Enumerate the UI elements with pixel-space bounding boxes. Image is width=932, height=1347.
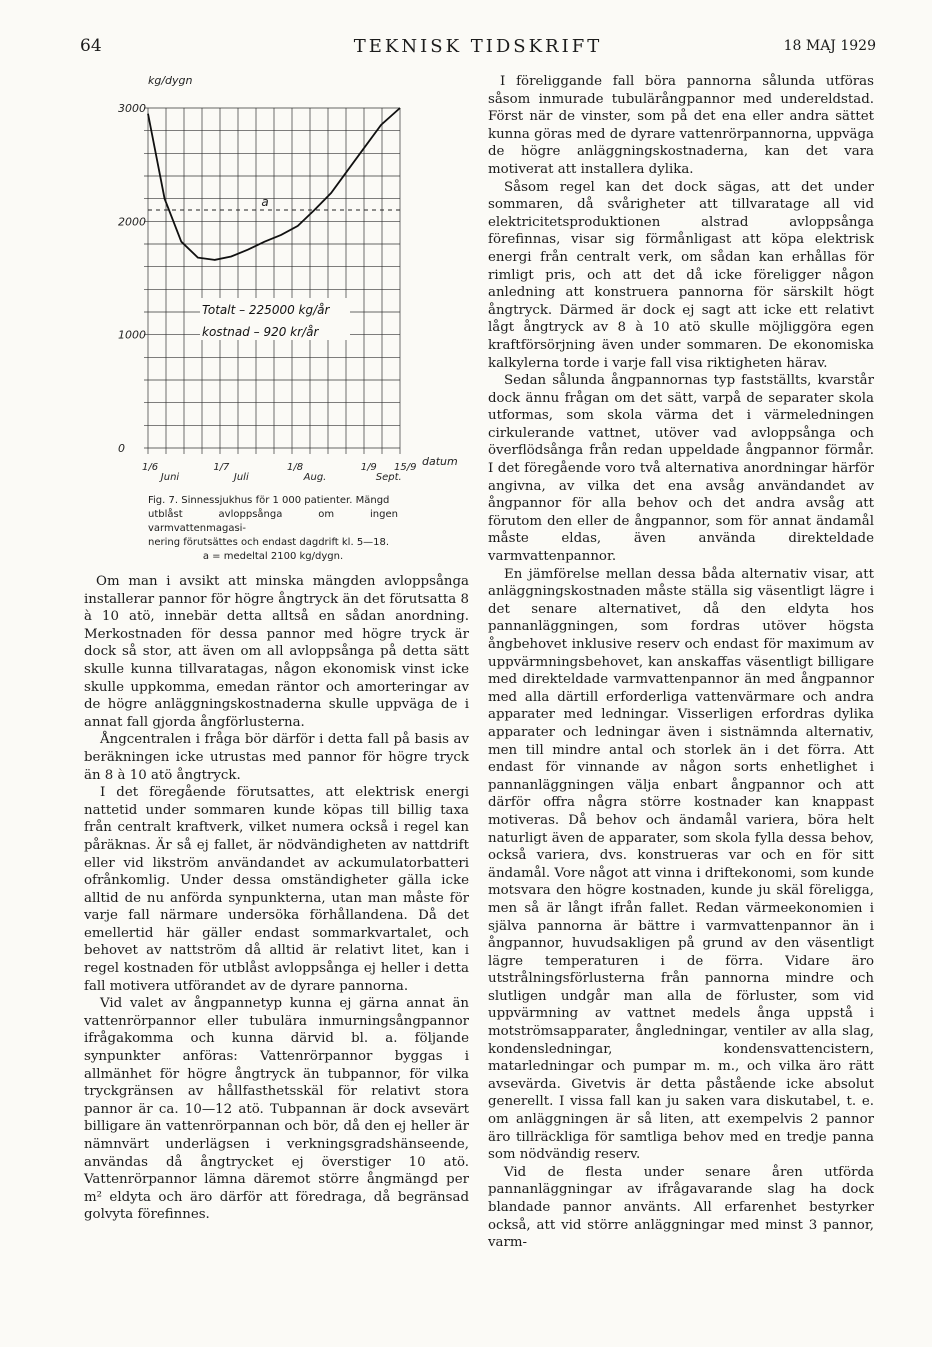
x-tick-labels <box>142 462 416 483</box>
caption-line: Fig. 7. Sinnessjukhus för 1 000 patienter. Mängd <box>148 495 390 506</box>
y-tick-labels <box>118 102 146 455</box>
paragraph: Såsom regel kan det dock sägas, att det under sommaren, då svårigheter att tillvaratage all vid elektricitetsproduktionen alstrad avloppsånga förefinnas, visar sig förmånligast att köpa elektrisk energi från centralt verk, om sådan kan erhållas för rimligt pris, och att det då icke föreligger någon anledning att konstruera pannorna för särskilt högt ångtryck. Därmed är dock ej sagt att icke ett relativt lågt ångtryck av 8 à 10 atö skulle möjliggöra egen kraftförsörjning även under sommaren. De ekonomiska kalkylerna torde i varje fall visa riktigheten härav. <box>488 179 874 371</box>
y-tick-label: 2000 <box>118 215 146 229</box>
annotation-cost: kostnad – 920 kr/år <box>202 325 319 339</box>
y-tick-label: 3000 <box>118 102 146 115</box>
x-month-label: Aug. <box>303 472 327 483</box>
y-axis-unit-label: kg/dygn <box>148 74 193 87</box>
chart-figure <box>90 70 470 500</box>
page-header <box>80 36 876 66</box>
paragraph: I föreliggande fall böra pannorna sålunda utföras såsom inmurade tubulärångpannor med undereldstad. Först när de vinster, som på det ena eller andra sättet kunna göras med de dyrare vattenrörpannorna, uppväga de högre anläggningskostnaderna, kan det vara motiverat att installera dylika. <box>488 74 874 177</box>
paragraph: I det föregående förutsattes, att elektrisk energi nattetid under sommaren kunde köpas till billig taxa från centralt kraftverk, vilket numera också i regel kan påräknas. Är så ej fallet, är nödvändigheten av nattdrift eller vid likström användandet av ackumulatorbatteri ofrånkomlig. Under dessa omständigheter gälla icke alltid de nu anförda synpunkterna, utan man måste för varje fall närmare undersöka förhållandena. Då det emellertid här gäller endast sommarkvartalet, och behovet av nattström då alltid är relativt litet, kan i regel kostnaden för utblåst avloppsånga ej heller i detta fall motivera utförandet av de dyrare pannorna. <box>84 785 469 994</box>
x-month-label: Juli <box>233 472 249 483</box>
x-month-label: Juni <box>160 472 180 483</box>
paragraph: Vid de flesta under senare åren utförda pannanläggningar av ifrågavarande slag ha dock blandade pannor använts. All erfarenhet bestyrker också, att vid större anläggningar med minst 3 pannor, varm- <box>488 1164 874 1251</box>
paragraph: Om man i avsikt att minska mängden avloppsånga installerar pannor för högre ångtryck än det förutsatta 8 à 10 atö, innebär detta alltså en sådan anordning. Merkostnaden för dessa pannor med högre tryck är dock så stor, att även om all avloppsånga på detta sätt skulle kunna tillvaratagas, någon ekonomisk vinst icke skulle uppkomma, emedan räntor och amorteringar av de högre anläggningskostnaderna skulle uppväga de i annat fall gjorda ångförlusterna. <box>84 574 469 730</box>
paragraph: Vid valet av ångpannetyp kunna ej gärna annat än vattenrörpannor eller tubulära inmurningsångpannor ifrågakomma och kunna därvid bl. a. följande synpunkter anföras: Vattenrörpannor byggas i allmänhet för högre ångtryck än tubpannor, för vilka tryckgränsen av hållfasthetsskäl för relativt stora pannor är ca. 10—12 atö. Tubpannan är dock avsevärt billigare än vattenrörpannan och bör, då den ej heller är nämnvärt underlägsen i verkningsgradshänseende, användas då ångtrycket ej överstiger 10 atö. Vattenrörpannor lämna däremot större ångmängd per m² eldyta och äro därför att föredraga, då begränsad golvyta förefinnes. <box>84 996 469 1223</box>
x-tick-label: 1/9 <box>360 462 377 473</box>
caption-line: utblåst avloppsånga om ingen varmvattenmagasi- <box>148 509 398 534</box>
issue-date: 18 MAJ 1929 <box>783 38 876 54</box>
y-tick-label: 0 <box>118 442 125 455</box>
mean-line-label: a <box>261 195 269 209</box>
right-text-column <box>488 73 874 1252</box>
x-month-label: Sept. <box>375 472 402 483</box>
chart-grid <box>144 108 400 454</box>
annotation-total: Totalt – 225000 kg/år <box>202 303 330 317</box>
journal-title: TEKNISK TIDSKRIFT <box>353 36 603 57</box>
x-tick-label: 1/6 <box>142 462 159 473</box>
x-tick-label: 1/7 <box>213 462 230 473</box>
paragraph: Ångcentralen i fråga bör därför i detta fall på basis av beräkningen icke utrustas med pannor för högre tryck än 8 à 10 atö ångtryck. <box>84 732 469 783</box>
page-number: 64 <box>80 36 102 56</box>
paragraph: Sedan sålunda ångpannornas typ fastställts, kvarstår dock ännu frågan om det sätt, varpå de separater skola utformas, som skola värma det i värmeledningen cirkulerande vattnet, utöver vad avloppsånga och överflödsånga från redan uppeldade ångpannor förmår. I det föregående voro två alternativa anordningar härför angivna, av vilka det ena avsåg användandet av ångpannor för alla behov och det andra avsåg att förutom den eller de ångpannor, som för annat ändamål måste eldas, även använda direkteldade varmvattenpannor. <box>488 373 874 565</box>
figure-caption <box>148 494 398 564</box>
x-tick-label: 1/8 <box>287 462 304 473</box>
caption-line: nering förutsättes och endast dagdrift kl. 5—18. <box>148 537 390 548</box>
caption-line: a = medeltal 2100 kg/dygn. <box>202 551 344 562</box>
paragraph: En jämförelse mellan dessa båda alternativ visar, att anläggningskostnaden måste ställa sig väsentligt lägre i det senare alternativet, då den eldyta hos pannanläggningen, som fordras utöver högsta ångbehovet inklusive reserv och endast för maximum av uppvärmningsbehovet, kan anskaffas väsentligt billigare med direkteldade varmvattenpannor än med ångpannor med alla därtill erforderliga vattenvärmare och andra apparater med ledningar. Visserligen erfordras dylika apparater och ledningar även i sistnämnda alternativ, men till mindre antal och storlek än i det förra. Att endast för vinnande av någon sorts enhetlighet i pannanläggningen välja enbart ångpannor och att därför offra några större kostnader kan knappast motiveras. Då behov och ändamål variera, böra helt naturligt även de apparater, som skola fylla dessa behov, också variera, dvs. konstrueras var och en för sitt ändamål. Vore något att vinna i driftekonomi, som kunde motsvara den högre kostnaden, kunde ju skäl föreligga, men så är långt ifrån fallet. Redan värmeekonomien i själva pannorna är bättre i varmvattenpannor än i ångpannor, huvudsakligen på grund av den väsentligt lägre temperaturen i de förra. Vidare äro utstrålningsförlusterna från pannorna mindre och slutligen undgår man alla de förluster, som vid uppvärmning av vattnet medels ånga uppstå i motströmsapparater, ångledningar, ventiler av alla slag, kondensledningar, kondensvattencistern, matarledningar och pumpar m. m., och vilka äro rätt avsevärda. Givetvis är detta påstående icke absolut generellt. I vissa fall kan ju saken vara diskutabel, t. e. om anläggningen är så liten, att exempelvis 2 pannor äro tillräckliga för samtliga behov med en tredje panna som nödvändig reserv. <box>488 566 874 1163</box>
y-tick-label: 1000 <box>118 328 146 342</box>
x-tick-label: 15/9 <box>394 462 417 473</box>
x-axis-unit-label: datum <box>422 455 458 468</box>
left-text-column <box>84 573 469 1224</box>
